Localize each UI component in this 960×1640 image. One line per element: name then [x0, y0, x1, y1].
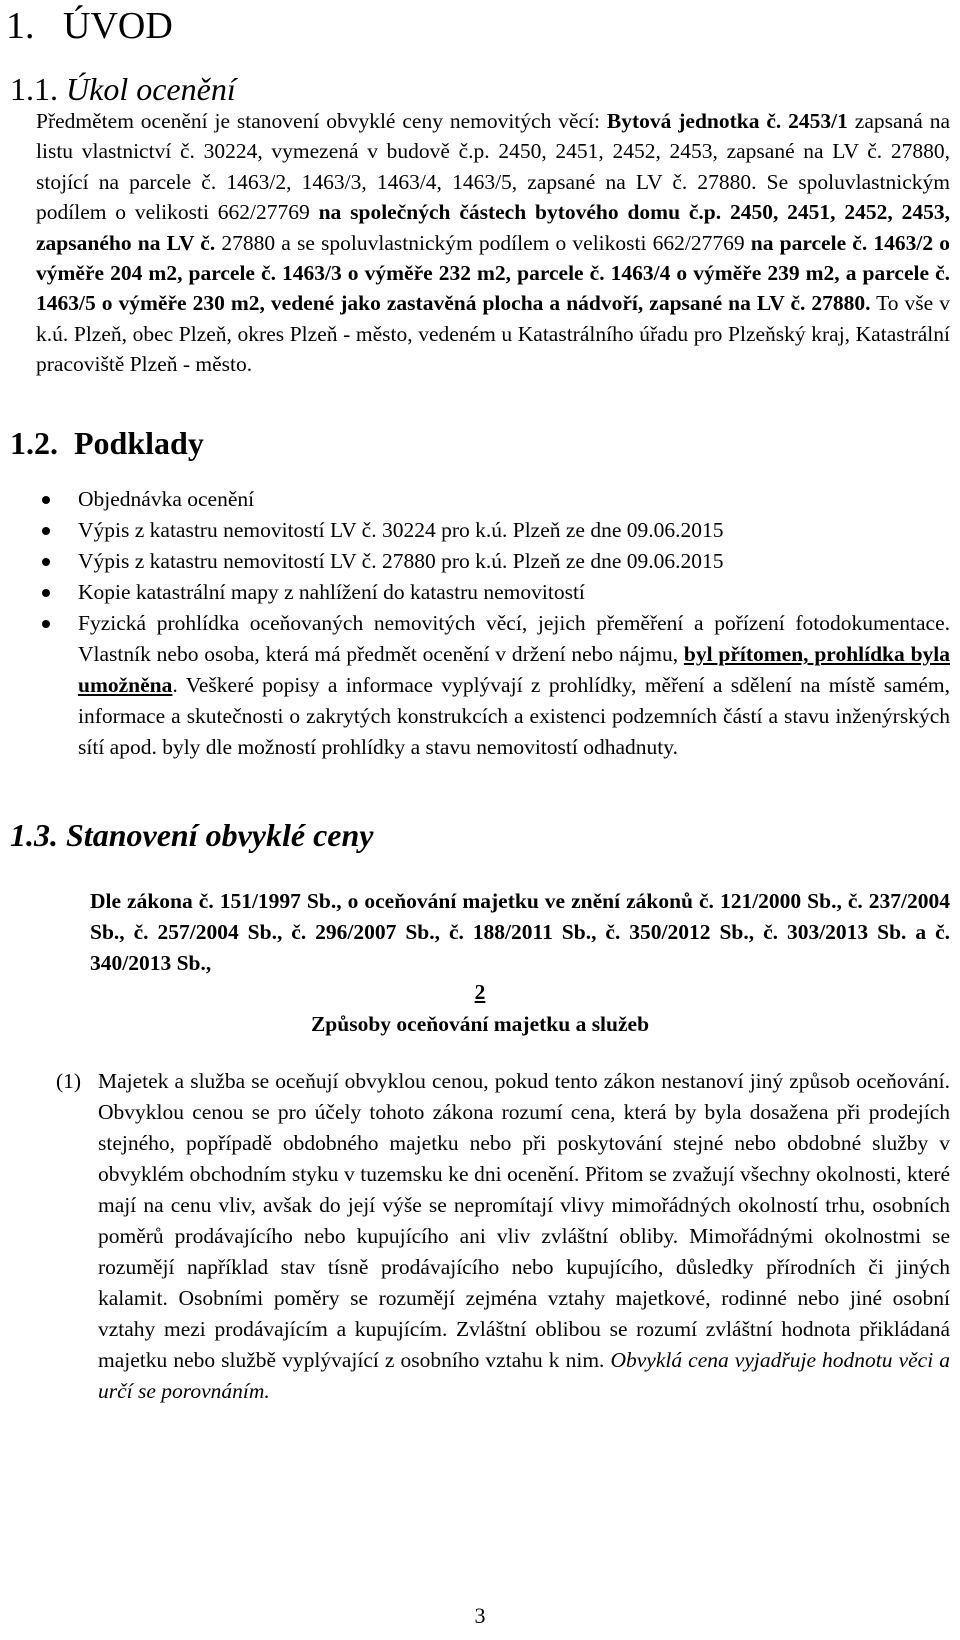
- chapter-heading: [6, 4, 173, 48]
- list-item: Objednávka ocenění: [38, 484, 950, 515]
- list-item: Kopie katastrální mapy z nahlížení do katastru nemovitostí: [38, 577, 950, 608]
- section-heading-1-1: [10, 70, 236, 108]
- bullet-icon: [42, 589, 50, 597]
- bullet-icon: [42, 496, 50, 504]
- clause-italic-conclusion: Obvyklá cena vyjadřuje hodnotu věci a určí se porovnáním.: [98, 1348, 950, 1403]
- list-item: Výpis z katastru nemovitostí LV č. 27880 pro k.ú. Plzeň ze dne 09.06.2015: [38, 546, 950, 577]
- law-clause: [56, 1066, 950, 1407]
- section-sign-number: 2: [474, 980, 486, 1004]
- chapter-number: 1.: [6, 5, 35, 47]
- clause-body: Majetek a služba se oceňují obvyklou cenou, pokud tento zákon nestanoví jiný způsob oceňování. Obvyklou cenou se pro účely tohoto zákona rozumí cena, která by byla dosažena při prodejích stejného, popřípadě obdobného majetku nebo při poskytování stejné nebo obdobné služby v obvyklém obchodním styku v tuzemsku ke dni ocenění. Přitom se zvažují všechny okolnosti, které mají na cenu vliv, avšak do její výše se nepromítají vlivy mimořádných okolností trhu, osobních poměrů prodávajícího nebo kupujícího ani vliv zvláštní obliby. Mimořádnými okolnostmi se rozumějí například stav tísně prodávajícího nebo kupujícího, důsledky přírodních či jiných kalamit. Osobními poměry se rozumějí zejména vztahy majetkové, rodinné nebo jiné osobní vztahy mezi prodávajícím a kupujícím. Zvláštní oblibou se rozumí zvláštní hodnota přikládaná majetku nebo službě vyplývající z osobního vztahu k nim. Obvyklá cena vyjadřuje hodnotu věci a určí se porovnáním.: [98, 1069, 950, 1403]
- section-number: 1.1.: [10, 71, 58, 107]
- section-title: Úkol ocenění: [66, 71, 236, 107]
- bullet-icon: [42, 620, 50, 628]
- list-item: Výpis z katastru nemovitostí LV č. 30224 pro k.ú. Plzeň ze dne 09.06.2015: [38, 515, 950, 546]
- section-number: 1.2.: [10, 425, 58, 461]
- underlined-statement: byl přítomen, prohlídka byla umožněna: [78, 642, 950, 697]
- page-number: 3: [474, 1603, 486, 1628]
- chapter-title: ÚVOD: [63, 5, 173, 47]
- section-heading-1-3: [10, 816, 373, 854]
- paragraph-title: Způsoby oceňování majetku a služeb: [310, 1012, 650, 1036]
- assignment-paragraph: Předmětem ocenění je stanovení obvyklé ceny nemovitých věcí: Bytová jednotka č. 2453/1 zapsaná na listu vlastnictví č. 30224, vymezená v budově č.p. 2450, 2451, 2452, 2453, zapsané na LV č. 27880, stojící na parcele č. 1463/2, 1463/3, 1463/4, 1463/5, zapsané na LV č. 27880. Se spoluvlastnickým podílem o velikosti 662/27769 na společných částech bytového domu č.p. 2450, 2451, 2452, 2453, zapsaného na LV č. 27880 a se spoluvlastnickým podílem o velikosti 662/27769 na parcele č. 1463/2 o výměře 204 m2, parcele č. 1463/3 o výměře 232 m2, parcele č. 1463/4 o výměře 239 m2, a parcele č. 1463/5 o výměře 230 m2, vedené jako zastavěná plocha a nádvoří, zapsané na LV č. 27880. To vše v k.ú. Plzeň, obec Plzeň, okres Plzeň - město, vedeném u Katastrálního úřadu pro Plzeňský kraj, Katastrální pracoviště Plzeň - město.: [36, 109, 950, 377]
- sources-list: [38, 484, 950, 763]
- section-heading-1-2: [10, 424, 204, 462]
- bullet-icon: [42, 558, 50, 566]
- paragraph-sign: [0, 977, 960, 1007]
- law-reference: Dle zákona č. 151/1997 Sb., o oceňování majetku ve znění zákonů č. 121/2000 Sb., č. 237/2004 Sb., č. 257/2004 Sb., č. 296/2007 Sb., č. 188/2011 Sb., č. 350/2012 Sb., č. 303/2013 Sb. a č. 340/2013 Sb.,: [90, 889, 950, 975]
- section-number: 1.3.: [10, 817, 58, 853]
- list-item: Fyzická prohlídka oceňovaných nemovitých věcí, jejich přeměření a pořízení fotodokumentace. Vlastník nebo osoba, která má předmět ocenění v držení nebo nájmu, byl přítomen, prohlídka byla umožněna. Veškeré popisy a informace vyplývají z prohlídky, měření a sdělení na místě samém, informace a skutečnosti o zakrytých konstrukcích a existenci podzemních částí a stavu inženýrských sítí apod. byly dle možností prohlídky a stavu nemovitostí odhadnuty.: [38, 608, 950, 763]
- section-title: Stanovení obvyklé ceny: [66, 817, 374, 853]
- section-title: Podklady: [74, 425, 204, 461]
- bullet-icon: [42, 527, 50, 535]
- clause-number: (1): [56, 1069, 82, 1093]
